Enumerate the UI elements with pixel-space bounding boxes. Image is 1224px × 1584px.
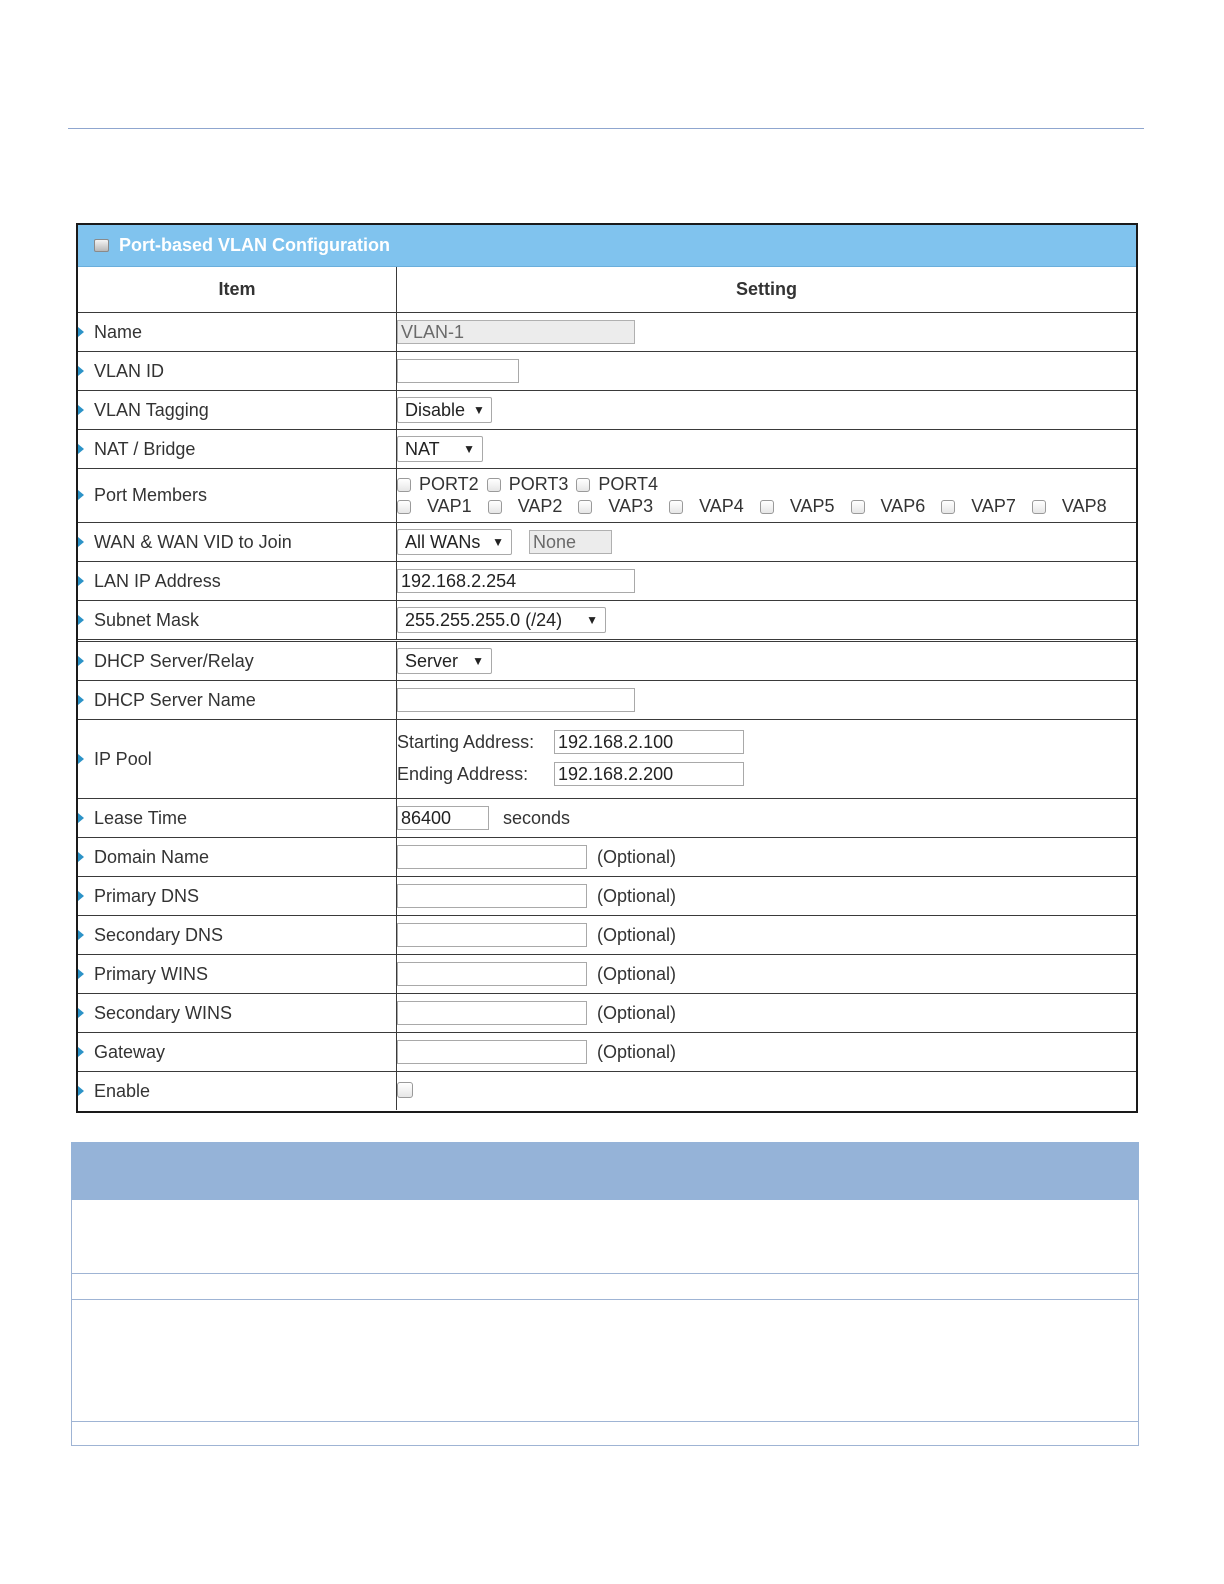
description-row — [71, 1273, 1139, 1300]
port-line — [397, 474, 1136, 496]
arrow-right-icon — [78, 930, 84, 940]
arrow-right-icon — [78, 366, 84, 376]
row-primary-wins — [78, 955, 1136, 994]
config-table — [78, 267, 1136, 1110]
arrow-right-icon — [78, 656, 84, 666]
row-label: DHCP Server/Relay — [94, 650, 254, 671]
vap-label: VAP3 — [608, 496, 654, 516]
row-subnet — [78, 601, 1136, 641]
row-label: Primary WINS — [94, 963, 208, 984]
port3-checkbox[interactable] — [487, 478, 501, 492]
vap5-checkbox[interactable] — [760, 500, 774, 514]
optional-note: (Optional) — [597, 1002, 677, 1023]
description-row — [71, 1200, 1139, 1274]
optional-note: (Optional) — [597, 924, 677, 945]
wan-select[interactable] — [397, 529, 512, 555]
row-domain — [78, 838, 1136, 877]
domain-name-input[interactable] — [397, 845, 587, 869]
col-item: Item — [78, 267, 397, 313]
lease-time-input[interactable]: 86400 — [397, 806, 489, 830]
secondary-wins-input[interactable] — [397, 1001, 587, 1025]
row-primary-dns — [78, 877, 1136, 916]
vap-line — [397, 496, 1136, 518]
row-label: Port Members — [94, 485, 208, 505]
arrow-right-icon — [78, 754, 84, 764]
arrow-right-icon — [78, 891, 84, 901]
row-label: Secondary WINS — [94, 1002, 233, 1023]
port-label: PORT4 — [598, 474, 659, 494]
secondary-dns-input[interactable] — [397, 923, 587, 947]
arrow-right-icon — [78, 969, 84, 979]
optional-note: (Optional) — [597, 846, 677, 867]
row-label: Subnet Mask — [94, 609, 200, 630]
vap8-checkbox[interactable] — [1032, 500, 1046, 514]
subnet-select[interactable] — [397, 607, 606, 633]
row-gateway — [78, 1033, 1136, 1072]
vap1-checkbox[interactable] — [397, 500, 411, 514]
vap-label: VAP2 — [517, 496, 563, 516]
end-address-input[interactable]: 192.168.2.200 — [554, 762, 744, 786]
arrow-right-icon — [78, 1047, 84, 1057]
end-address-label: Ending Address: — [397, 763, 529, 784]
select-value: Disable — [405, 399, 466, 420]
row-label: VLAN ID — [94, 360, 165, 381]
lan-ip-input[interactable]: 192.168.2.254 — [397, 569, 635, 593]
description-row — [71, 1421, 1139, 1446]
row-label: DHCP Server Name — [94, 689, 256, 710]
row-enable — [78, 1072, 1136, 1111]
start-address-label: Starting Address: — [397, 731, 535, 752]
arrow-right-icon — [78, 852, 84, 862]
row-dhcp-name — [78, 681, 1136, 720]
caret-down-icon: ▼ — [463, 442, 475, 456]
lease-unit: seconds — [503, 807, 571, 828]
select-value: 255.255.255.0 (/24) — [405, 609, 563, 630]
port2-checkbox[interactable] — [397, 478, 411, 492]
arrow-right-icon — [78, 576, 84, 586]
row-label: Domain Name — [94, 846, 210, 867]
row-port-members — [78, 469, 1136, 523]
vap7-checkbox[interactable] — [941, 500, 955, 514]
arrow-right-icon — [78, 444, 84, 454]
row-label: Enable — [94, 1080, 151, 1101]
arrow-right-icon — [78, 1008, 84, 1018]
row-label: Name — [94, 321, 143, 342]
description-row — [71, 1299, 1139, 1422]
optional-note: (Optional) — [597, 885, 677, 906]
vlan-id-input[interactable] — [397, 359, 519, 383]
row-vlan-id — [78, 352, 1136, 391]
table-header — [78, 267, 1136, 313]
row-label: LAN IP Address — [94, 570, 221, 591]
arrow-right-icon — [78, 405, 84, 415]
primary-wins-input[interactable] — [397, 962, 587, 986]
vap-label: VAP6 — [880, 496, 926, 516]
row-wan-join — [78, 523, 1136, 562]
primary-dns-input[interactable] — [397, 884, 587, 908]
panel-header — [78, 225, 1136, 267]
row-label: IP Pool — [94, 748, 152, 769]
port4-checkbox[interactable] — [576, 478, 590, 492]
row-secondary-wins — [78, 994, 1136, 1033]
caret-down-icon: ▼ — [492, 535, 504, 549]
arrow-right-icon — [78, 327, 84, 337]
row-label: NAT / Bridge — [94, 438, 196, 459]
vap-label: VAP7 — [971, 496, 1016, 516]
wan-vid-field[interactable]: None — [529, 530, 612, 554]
row-label: VLAN Tagging — [94, 399, 209, 420]
nat-bridge-select[interactable] — [397, 436, 483, 462]
gateway-input[interactable] — [397, 1040, 587, 1064]
caret-down-icon: ▼ — [472, 654, 484, 668]
vlan-config-panel — [76, 223, 1138, 1113]
port-label: PORT3 — [508, 474, 569, 494]
row-dhcp-mode — [78, 641, 1136, 681]
port-label: PORT2 — [419, 474, 479, 494]
vap-label: VAP4 — [699, 496, 744, 516]
panel-icon — [94, 239, 109, 252]
arrow-right-icon — [78, 1086, 84, 1096]
col-setting: Setting — [397, 267, 1137, 313]
select-value: All WANs — [405, 531, 481, 552]
arrow-right-icon — [78, 695, 84, 705]
row-label: Primary DNS — [94, 885, 200, 906]
dhcp-mode-select[interactable] — [397, 648, 492, 674]
pool-start-line — [397, 727, 1136, 757]
row-secondary-dns — [78, 916, 1136, 955]
caret-down-icon: ▼ — [473, 403, 485, 417]
row-vlan-tagging — [78, 391, 1136, 430]
vlan-tagging-select[interactable] — [397, 397, 492, 423]
select-value: Server — [405, 650, 459, 671]
vap6-checkbox[interactable] — [851, 500, 865, 514]
arrow-right-icon — [78, 490, 84, 500]
row-label: Secondary DNS — [94, 924, 224, 945]
vap3-checkbox[interactable] — [578, 500, 592, 514]
start-address-input[interactable]: 192.168.2.100 — [554, 730, 744, 754]
enable-checkbox[interactable] — [397, 1082, 413, 1098]
row-label: WAN & WAN VID to Join — [94, 531, 292, 552]
vap-label: VAP1 — [427, 496, 472, 516]
row-lan-ip — [78, 562, 1136, 601]
top-divider — [68, 128, 1144, 129]
panel-title: Port-based VLAN Configuration — [119, 235, 390, 255]
arrow-right-icon — [78, 615, 84, 625]
row-nat-bridge — [78, 430, 1136, 469]
row-label: Gateway — [94, 1041, 166, 1062]
select-value: NAT — [405, 438, 440, 459]
row-label: Lease Time — [94, 807, 188, 828]
row-ip-pool — [78, 720, 1136, 799]
dhcp-server-name-input[interactable] — [397, 688, 635, 712]
vap-label: VAP5 — [789, 496, 835, 516]
arrow-right-icon — [78, 537, 84, 547]
caret-down-icon: ▼ — [586, 613, 598, 627]
pool-end-line — [397, 757, 1136, 791]
arrow-right-icon — [78, 813, 84, 823]
vap-label: VAP8 — [1061, 496, 1107, 516]
optional-note: (Optional) — [597, 1041, 677, 1062]
vap2-checkbox[interactable] — [488, 500, 502, 514]
description-table-header — [71, 1142, 1139, 1200]
name-field[interactable]: VLAN-1 — [397, 320, 635, 344]
row-name — [78, 313, 1136, 352]
optional-note: (Optional) — [597, 963, 677, 984]
vap4-checkbox[interactable] — [669, 500, 683, 514]
row-lease — [78, 799, 1136, 838]
